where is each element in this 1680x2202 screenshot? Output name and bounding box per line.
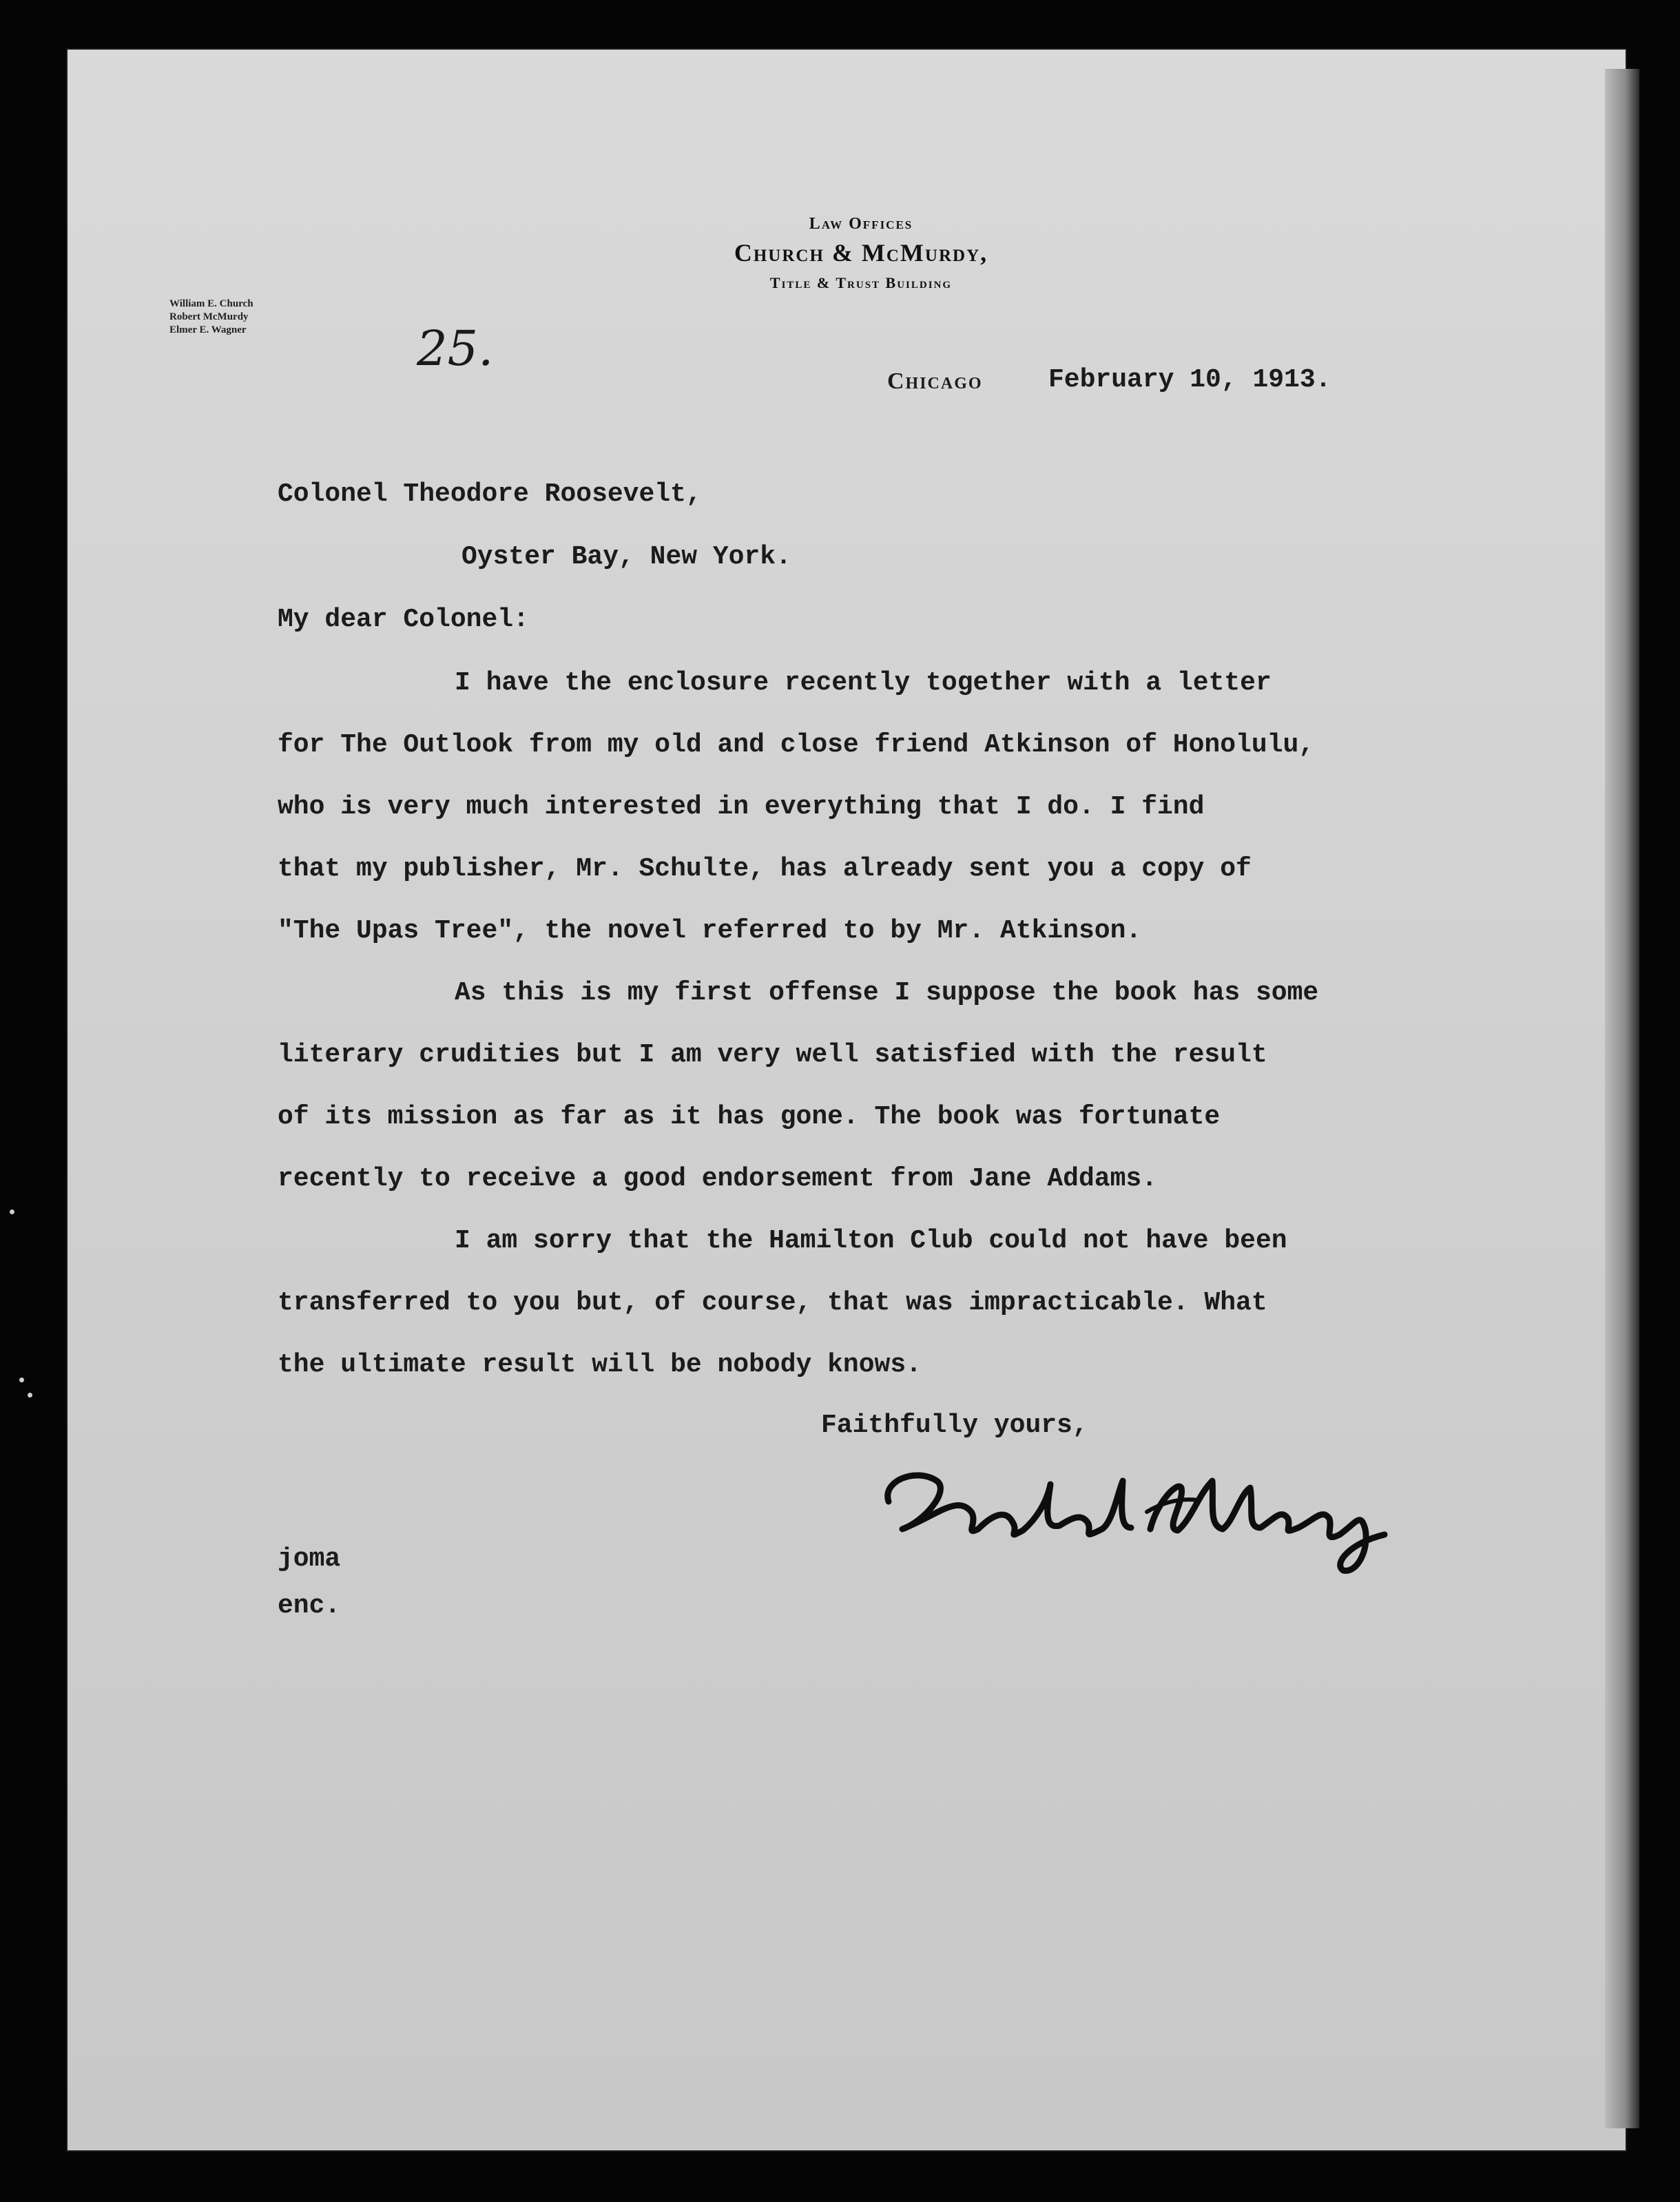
letterhead-label: Law Offices xyxy=(809,215,913,233)
letterhead-firm: Church & McMurdy, xyxy=(734,239,988,267)
body-line: for The Outlook from my old and close friend Atkinson of Honolulu, xyxy=(278,730,1315,760)
letter-page xyxy=(68,50,1626,2150)
signature xyxy=(875,1453,1426,1577)
recipient-address: Oyster Bay, New York. xyxy=(462,542,791,572)
film-speck xyxy=(28,1393,32,1398)
dateline-city: Chicago xyxy=(887,368,983,394)
body-line: that my publisher, Mr. Schulte, has already sent you a copy of xyxy=(278,854,1252,884)
body-line: transferred to you but, of course, that was impracticable. What xyxy=(278,1288,1267,1318)
closing: Faithfully yours, xyxy=(821,1411,1088,1440)
partner-name: William E. Church xyxy=(169,298,253,309)
body-line: who is very much interested in everything that I do. I find xyxy=(278,792,1205,822)
body-line: "The Upas Tree", the novel referred to by Mr. Atkinson. xyxy=(278,916,1142,946)
file-number: 25. xyxy=(417,320,494,377)
body-line: of its mission as far as it has gone. The book was fortunate xyxy=(278,1102,1221,1132)
typist-initials: joma xyxy=(278,1544,341,1574)
letterhead-building: Title & Trust Building xyxy=(769,274,953,291)
recipient-name: Colonel Theodore Roosevelt, xyxy=(278,479,702,509)
page-edge-shadow xyxy=(1605,69,1639,2128)
dateline-date: February 10, 1913. xyxy=(1048,365,1331,395)
enclosure-note: enc. xyxy=(278,1591,341,1621)
salutation: My dear Colonel: xyxy=(278,605,529,634)
body-line: As this is my first offense I suppose the book has some xyxy=(455,978,1319,1008)
body-line: the ultimate result will be nobody knows. xyxy=(278,1350,922,1380)
body-line: I am sorry that the Hamilton Club could not have been xyxy=(455,1226,1287,1256)
partner-name: Robert McMurdy xyxy=(169,311,249,322)
body-line: literary crudities but I am very well satisfied with the result xyxy=(278,1040,1267,1070)
film-speck xyxy=(19,1378,24,1382)
partner-list xyxy=(169,298,253,337)
body-line: I have the enclosure recently together with a letter xyxy=(455,668,1272,698)
film-speck xyxy=(10,1209,14,1214)
body-line: recently to receive a good endorsement from Jane Addams. xyxy=(278,1164,1158,1194)
partner-name: Elmer E. Wagner xyxy=(169,324,247,335)
